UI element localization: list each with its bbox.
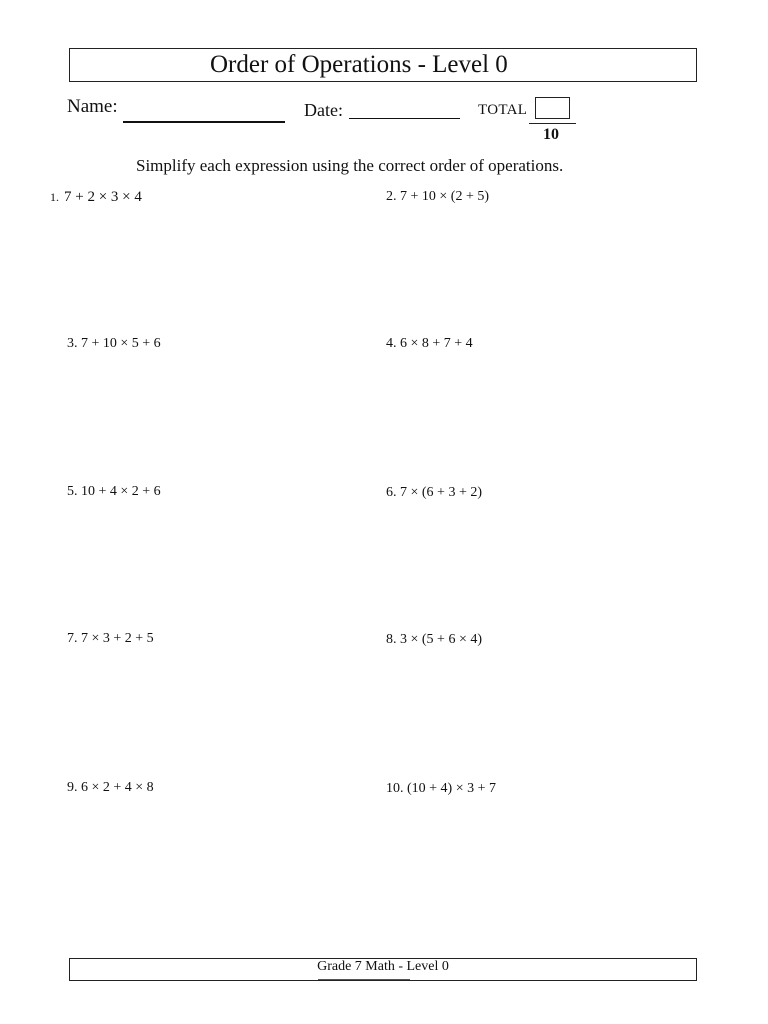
problem-expression: 6 × 2 + 4 × 8: [81, 780, 154, 795]
problem-9: [67, 780, 154, 796]
total-label: TOTAL: [478, 102, 528, 118]
footer-text: Grade 7 Math - Level 0: [317, 959, 449, 974]
problem-expression: 7 + 10 × 5 + 6: [81, 336, 161, 351]
problem-5: [67, 484, 161, 500]
problem-number: 10.: [386, 781, 404, 796]
problem-number: 9.: [67, 780, 78, 795]
problem-number: 3.: [67, 336, 78, 351]
total-score-box[interactable]: [535, 97, 570, 119]
problem-8: [386, 632, 482, 648]
title-box: [69, 48, 697, 82]
problem-expression: 7 × 3 + 2 + 5: [81, 631, 154, 646]
instructions: Simplify each expression using the correct order of operations.: [136, 156, 564, 175]
problem-expression: (10 + 4) × 3 + 7: [407, 781, 497, 796]
problem-number: 8.: [386, 632, 397, 647]
page-title: Order of Operations - Level 0: [210, 51, 508, 78]
problem-1: [50, 189, 142, 206]
total-fraction-bar: [529, 123, 576, 124]
problem-expression: 10 + 4 × 2 + 6: [81, 484, 161, 499]
problem-expression: 7 + 10 × (2 + 5): [400, 189, 490, 204]
problem-expression: 6 × 8 + 7 + 4: [400, 336, 473, 351]
problem-10: [386, 781, 496, 797]
problem-expression: 7 × (6 + 3 + 2): [400, 485, 483, 500]
total-max-score: 10: [543, 126, 559, 143]
date-field[interactable]: [349, 118, 460, 119]
date-label: Date:: [304, 100, 343, 120]
problem-2: [386, 189, 489, 205]
problem-4: [386, 336, 473, 352]
problem-6: [386, 485, 482, 501]
problem-number: 2.: [386, 189, 397, 204]
problem-number: 6.: [386, 485, 397, 500]
footer-box: [69, 958, 697, 981]
footer-divider: [318, 979, 410, 980]
problem-number: 7.: [67, 631, 78, 646]
problem-number: 4.: [386, 336, 397, 351]
problem-number: 5.: [67, 484, 78, 499]
problem-3: [67, 336, 161, 352]
problem-expression: 7 + 2 × 3 × 4: [64, 189, 142, 205]
problem-expression: 3 × (5 + 6 × 4): [400, 632, 483, 647]
problem-number: 1.: [50, 190, 59, 204]
name-field[interactable]: [123, 121, 285, 123]
name-label: Name:: [67, 96, 118, 117]
problem-7: [67, 631, 154, 647]
